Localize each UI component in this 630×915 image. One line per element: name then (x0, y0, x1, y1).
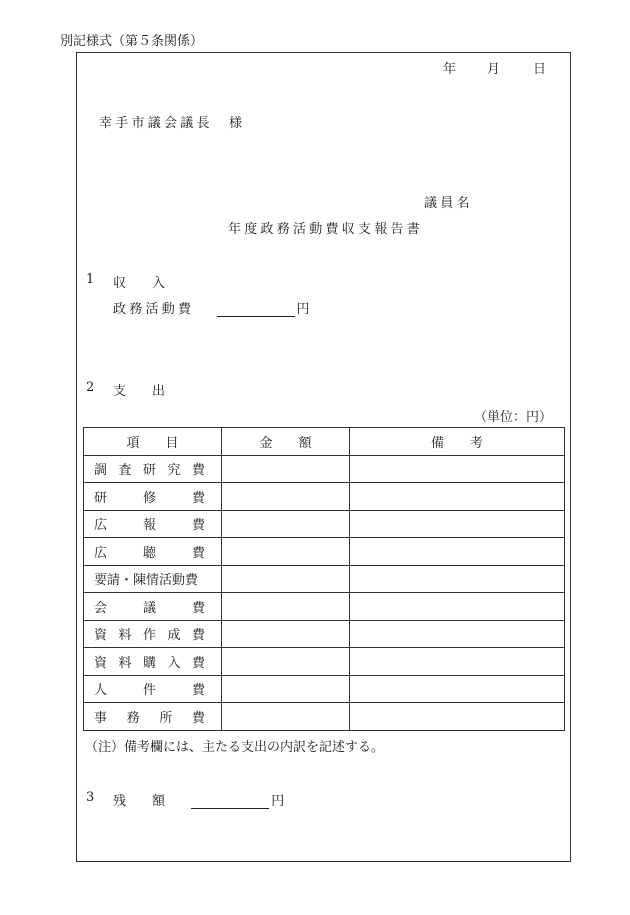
expense-item-cell (84, 620, 222, 648)
expenses-section-title: 支 出 (113, 384, 166, 399)
table-row (84, 455, 565, 483)
expense-amount-cell[interactable] (222, 675, 350, 703)
expense-item-cell (84, 510, 222, 538)
expense-remarks-cell[interactable] (350, 620, 565, 648)
expense-item-char: 費 (191, 683, 205, 699)
expense-item-char: 入 (167, 655, 181, 671)
expense-item-char: 査 (118, 463, 132, 479)
expense-item-char: 所 (159, 710, 173, 726)
page-title: 年度政務活動費収支報告書 (228, 222, 424, 237)
expense-item-char: 費 (191, 600, 205, 616)
expense-item-cell (84, 483, 222, 511)
expense-amount-cell[interactable] (222, 703, 350, 731)
expense-item-char: 資 (94, 628, 108, 644)
expense-remarks-cell[interactable] (350, 703, 565, 731)
expense-table (83, 427, 565, 731)
expense-item-char: 研 (94, 490, 108, 506)
expense-item-char: 報 (142, 518, 156, 534)
expense-remarks-cell[interactable] (350, 648, 565, 676)
expense-item-cell (84, 648, 222, 676)
expense-item-char: 広 (94, 545, 108, 561)
addressee: 幸手市議会議長 様 (99, 116, 246, 131)
balance-section-title: 残 額 (113, 794, 166, 809)
expense-item-char: 会 (94, 600, 108, 616)
date-day: 日 (533, 62, 547, 77)
expense-item-cell (84, 675, 222, 703)
expense-item-char: 件 (142, 683, 156, 699)
expense-amount-cell[interactable] (222, 483, 350, 511)
expense-item-char: 作 (142, 628, 156, 644)
expense-remarks-cell[interactable] (350, 455, 565, 483)
expense-amount-cell[interactable] (222, 593, 350, 621)
income-item-label: 政務活動費 (113, 302, 195, 317)
income-section-no: 1 (86, 272, 95, 287)
table-row (84, 538, 565, 566)
expense-item-char: 費 (191, 655, 205, 671)
expense-amount-cell[interactable] (222, 510, 350, 538)
expense-item-char: 事 (94, 710, 108, 726)
table-row (84, 648, 565, 676)
expense-item-char: 費 (191, 710, 205, 726)
expense-amount-cell[interactable] (222, 538, 350, 566)
date-month: 月 (487, 62, 501, 77)
expense-item-char: 料 (118, 628, 132, 644)
expense-item-char: 究 (167, 463, 181, 479)
expense-remarks-cell[interactable] (350, 565, 565, 593)
balance-amount-field[interactable] (191, 794, 269, 809)
expense-remarks-cell[interactable] (350, 510, 565, 538)
table-row (84, 675, 565, 703)
expense-item-char: 成 (167, 628, 181, 644)
balance-unit: 円 (271, 794, 285, 809)
expense-amount-cell[interactable] (222, 620, 350, 648)
expense-item-char: 購 (142, 655, 156, 671)
table-row (84, 483, 565, 511)
expense-item-char: 議 (142, 600, 156, 616)
header-remarks: 備 考 (350, 428, 565, 456)
expense-item-cell (84, 703, 222, 731)
expense-remarks-cell[interactable] (350, 538, 565, 566)
expense-item-char: 資 (94, 655, 108, 671)
income-section-title: 収 入 (113, 276, 166, 291)
table-row (84, 510, 565, 538)
expense-item-char: 費 (191, 628, 205, 644)
expenses-section-no: 2 (86, 380, 95, 395)
date-year: 年 (443, 62, 457, 77)
expense-item-cell (84, 565, 222, 593)
expense-amount-cell[interactable] (222, 648, 350, 676)
header-amount: 金 額 (222, 428, 350, 456)
form-label: 別記様式（第５条関係） (60, 34, 204, 49)
income-amount-field[interactable] (217, 302, 295, 317)
balance-row (113, 790, 284, 809)
expense-item-char: 修 (142, 490, 156, 506)
income-unit: 円 (296, 302, 310, 317)
expense-item-char: 広 (94, 518, 108, 534)
expense-item-cell (84, 538, 222, 566)
expense-item-char: 人 (94, 683, 108, 699)
expense-remarks-cell[interactable] (350, 483, 565, 511)
income-row (113, 298, 310, 317)
expense-item-char: 務 (126, 710, 140, 726)
expense-amount-cell[interactable] (222, 565, 350, 593)
table-row (84, 620, 565, 648)
expense-item-char: 要請・陳情活動費 (94, 573, 199, 589)
expense-item-char: 聴 (142, 545, 156, 561)
expense-item-cell (84, 455, 222, 483)
expense-item-cell (84, 593, 222, 621)
expense-item-char: 料 (118, 655, 132, 671)
expense-item-char: 調 (94, 463, 108, 479)
expense-item-char: 費 (191, 518, 205, 534)
header-item: 項 目 (84, 428, 222, 456)
expense-item-char: 研 (142, 463, 156, 479)
unit-note: （単位：円） (474, 410, 553, 425)
expense-amount-cell[interactable] (222, 455, 350, 483)
table-row (84, 703, 565, 731)
balance-section-no: 3 (86, 790, 95, 805)
expense-item-char: 費 (191, 490, 205, 506)
table-row (84, 593, 565, 621)
expense-item-char: 費 (191, 463, 205, 479)
table-note: （注）備考欄には、主たる支出の内訳を記述する。 (85, 740, 385, 755)
expense-remarks-cell[interactable] (350, 675, 565, 703)
member-name-label: 議員名 (424, 196, 473, 211)
expense-remarks-cell[interactable] (350, 593, 565, 621)
table-row (84, 565, 565, 593)
expense-item-char: 費 (191, 545, 205, 561)
table-header-row (84, 428, 565, 456)
